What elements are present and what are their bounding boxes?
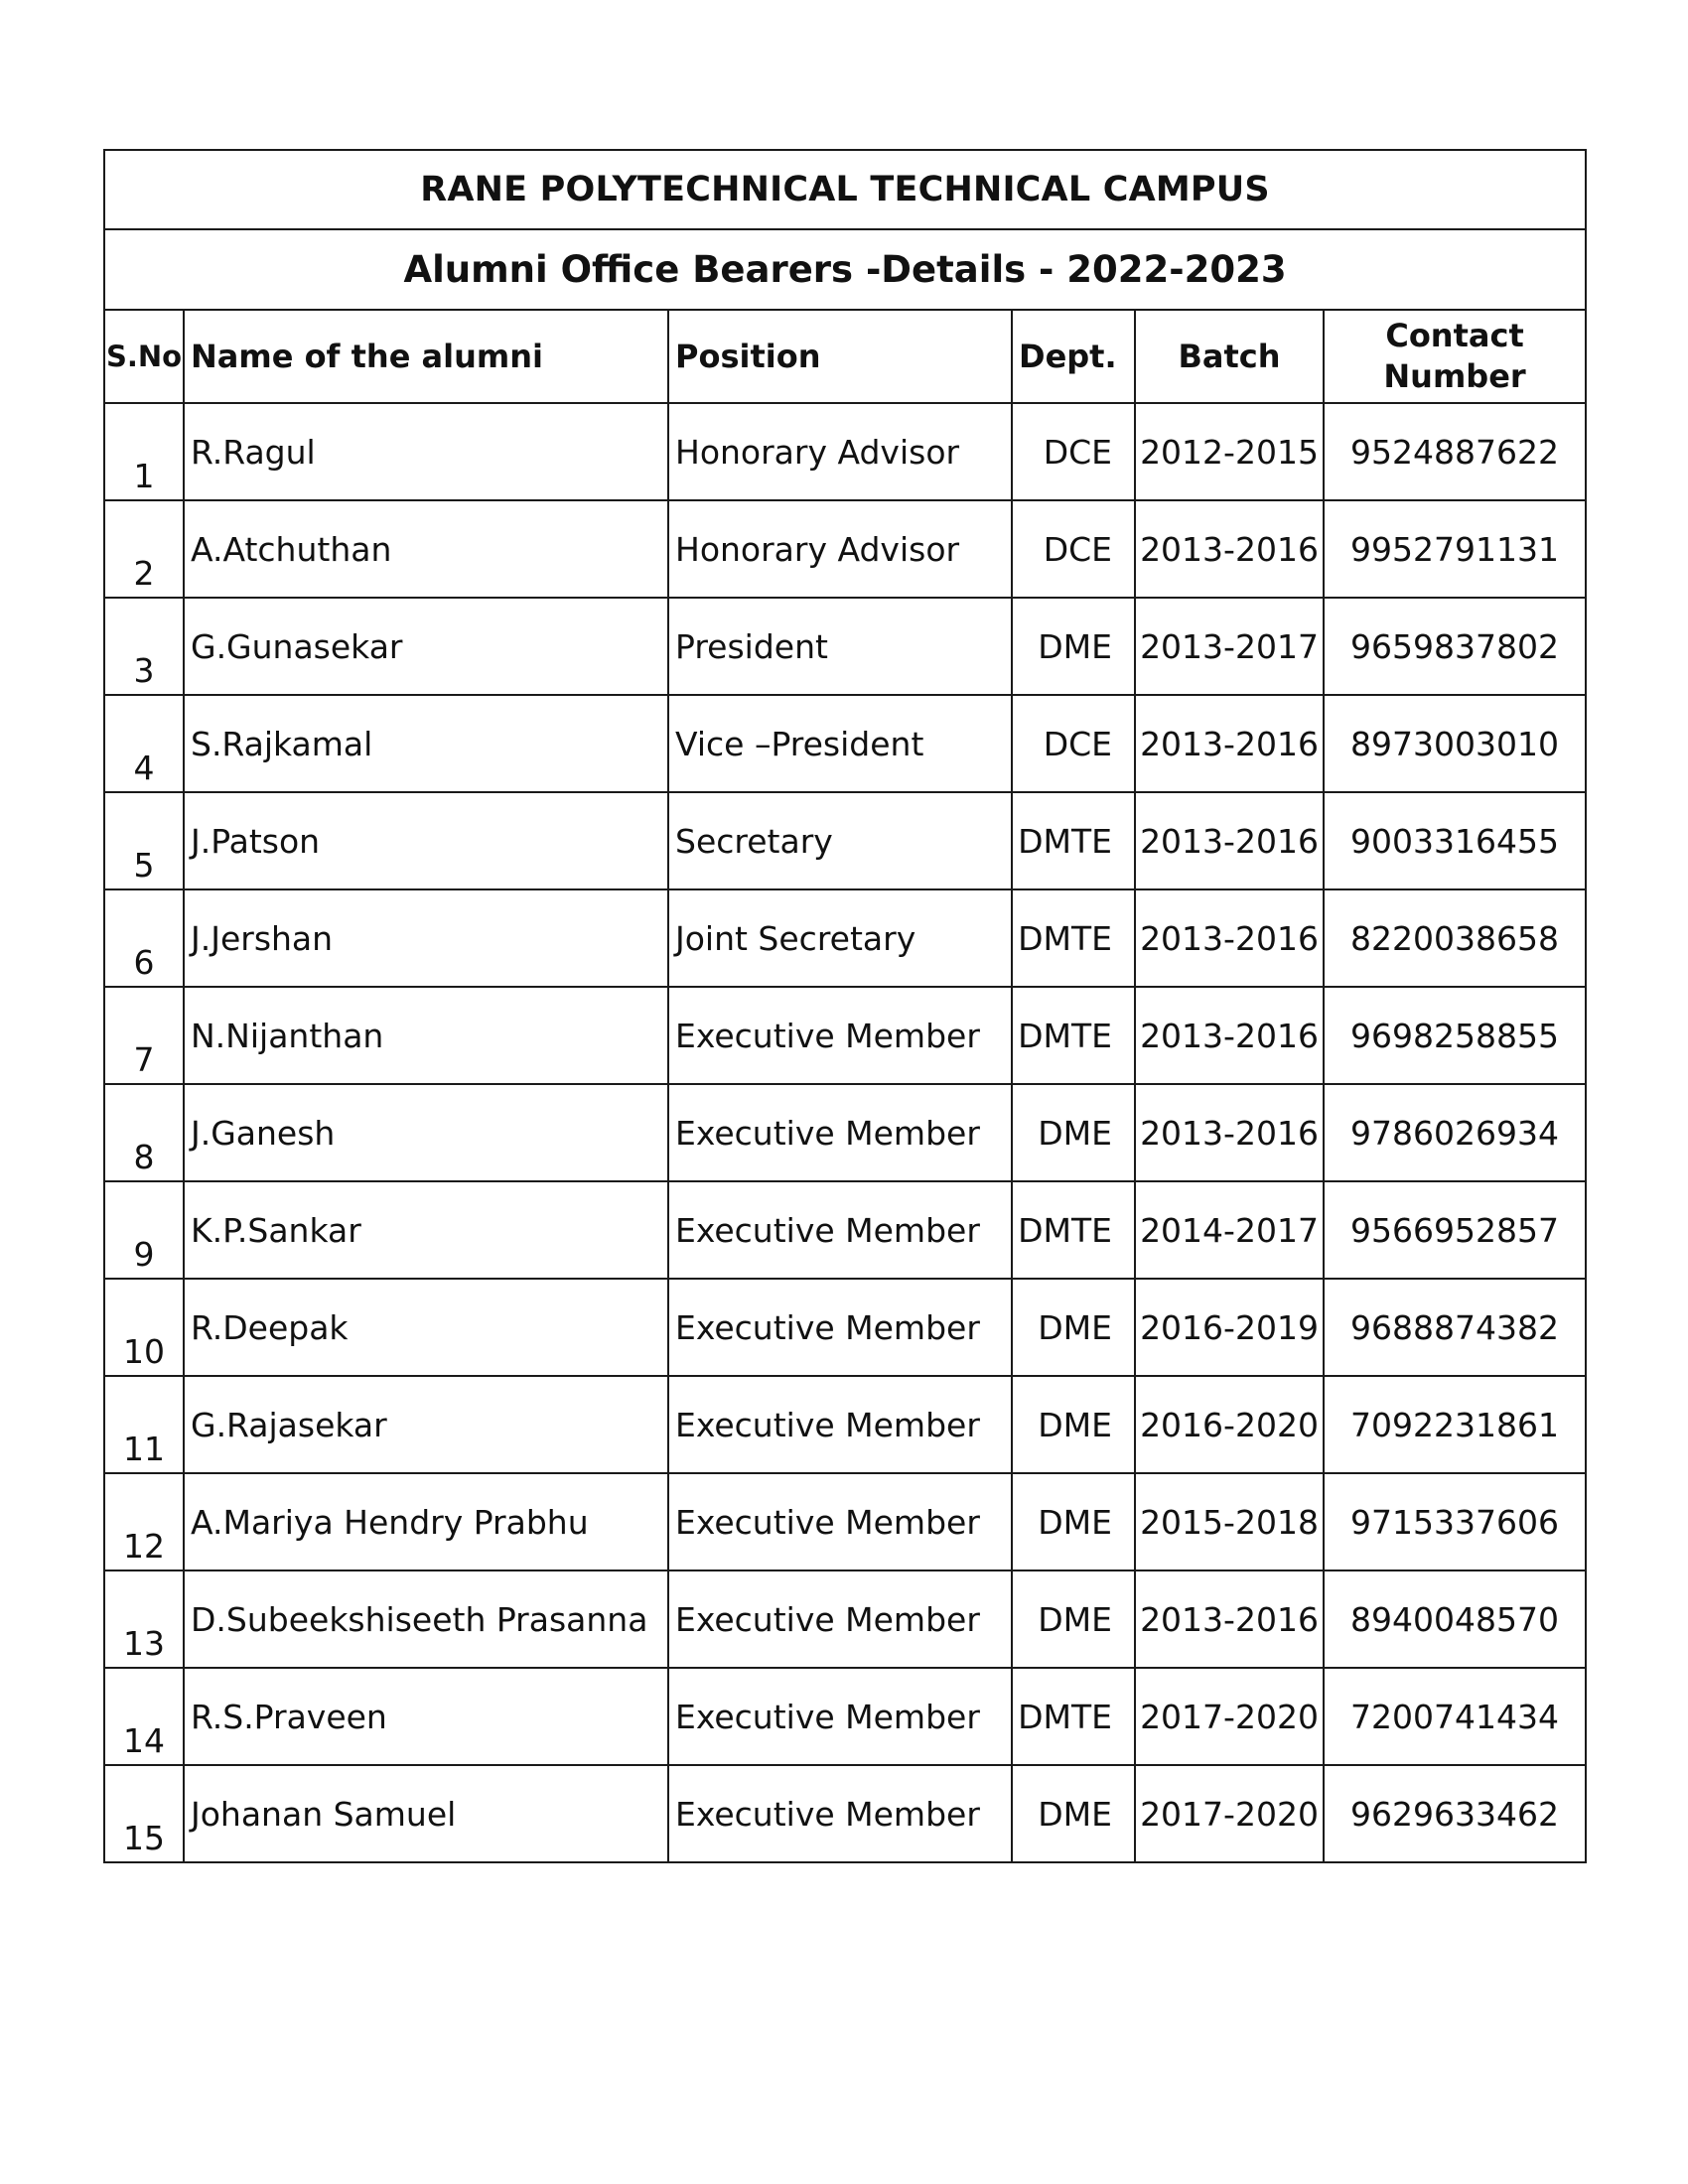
row-sno: 11 xyxy=(104,1376,184,1473)
row-contact: 9952791131 xyxy=(1324,500,1586,598)
row-name: D.Subeekshiseeth Prasanna xyxy=(184,1570,668,1668)
row-dept: DCE xyxy=(1012,695,1135,792)
row-sno: 12 xyxy=(104,1473,184,1570)
row-position: Honorary Advisor xyxy=(668,500,1012,598)
row-contact: 8940048570 xyxy=(1324,1570,1586,1668)
row-contact: 9659837802 xyxy=(1324,598,1586,695)
row-sno: 3 xyxy=(104,598,184,695)
row-batch: 2013-2017 xyxy=(1135,598,1324,695)
header-contact xyxy=(1324,310,1586,403)
table-row xyxy=(104,403,1586,500)
row-batch: 2016-2020 xyxy=(1135,1376,1324,1473)
row-contact: 9629633462 xyxy=(1324,1765,1586,1862)
row-position: Executive Member xyxy=(668,987,1012,1084)
row-position: Secretary xyxy=(668,792,1012,889)
row-batch: 2016-2019 xyxy=(1135,1279,1324,1376)
row-batch: 2013-2016 xyxy=(1135,695,1324,792)
row-dept: DME xyxy=(1012,1765,1135,1862)
row-name: R.Deepak xyxy=(184,1279,668,1376)
row-sno: 8 xyxy=(104,1084,184,1181)
row-position: Vice –President xyxy=(668,695,1012,792)
institution-title: RANE POLYTECHNICAL TECHNICAL CAMPUS xyxy=(104,150,1586,229)
row-position: Executive Member xyxy=(668,1084,1012,1181)
row-batch: 2013-2016 xyxy=(1135,889,1324,987)
row-sno: 7 xyxy=(104,987,184,1084)
row-sno: 13 xyxy=(104,1570,184,1668)
alumni-sheet xyxy=(103,149,1585,1863)
table-row xyxy=(104,695,1586,792)
table-row xyxy=(104,1668,1586,1765)
row-sno: 9 xyxy=(104,1181,184,1279)
table-row xyxy=(104,889,1586,987)
table-row xyxy=(104,1279,1586,1376)
row-batch: 2013-2016 xyxy=(1135,500,1324,598)
row-dept: DME xyxy=(1012,1570,1135,1668)
row-sno: 5 xyxy=(104,792,184,889)
table-header-row xyxy=(104,310,1586,403)
row-batch: 2012-2015 xyxy=(1135,403,1324,500)
row-name: A.Mariya Hendry Prabhu xyxy=(184,1473,668,1570)
row-sno: 2 xyxy=(104,500,184,598)
table-row xyxy=(104,1376,1586,1473)
row-position: Executive Member xyxy=(668,1473,1012,1570)
table-row xyxy=(104,500,1586,598)
row-dept: DME xyxy=(1012,1279,1135,1376)
row-batch: 2015-2018 xyxy=(1135,1473,1324,1570)
row-dept: DMTE xyxy=(1012,1668,1135,1765)
row-batch: 2017-2020 xyxy=(1135,1668,1324,1765)
row-position: Executive Member xyxy=(668,1668,1012,1765)
row-name: J.Ganesh xyxy=(184,1084,668,1181)
row-name: R.S.Praveen xyxy=(184,1668,668,1765)
row-name: Johanan Samuel xyxy=(184,1765,668,1862)
table-row xyxy=(104,1765,1586,1862)
row-position: Executive Member xyxy=(668,1765,1012,1862)
row-dept: DMTE xyxy=(1012,792,1135,889)
table-row xyxy=(104,987,1586,1084)
row-name: N.Nijanthan xyxy=(184,987,668,1084)
table-body xyxy=(104,403,1586,1862)
row-batch: 2013-2016 xyxy=(1135,987,1324,1084)
row-position: Executive Member xyxy=(668,1376,1012,1473)
row-dept: DCE xyxy=(1012,500,1135,598)
row-sno: 14 xyxy=(104,1668,184,1765)
row-contact: 9786026934 xyxy=(1324,1084,1586,1181)
row-contact: 9524887622 xyxy=(1324,403,1586,500)
row-position: Executive Member xyxy=(668,1570,1012,1668)
header-position: Position xyxy=(668,310,1012,403)
table-row xyxy=(104,598,1586,695)
header-contact-line1: Contact xyxy=(1385,317,1524,354)
row-sno: 15 xyxy=(104,1765,184,1862)
header-dept: Dept. xyxy=(1012,310,1135,403)
row-contact: 7092231861 xyxy=(1324,1376,1586,1473)
row-sno: 1 xyxy=(104,403,184,500)
row-name: J.Patson xyxy=(184,792,668,889)
row-contact: 8973003010 xyxy=(1324,695,1586,792)
row-batch: 2014-2017 xyxy=(1135,1181,1324,1279)
table-row xyxy=(104,1181,1586,1279)
row-position: Executive Member xyxy=(668,1279,1012,1376)
row-dept: DMTE xyxy=(1012,987,1135,1084)
row-name: G.Rajasekar xyxy=(184,1376,668,1473)
row-contact: 9688874382 xyxy=(1324,1279,1586,1376)
row-contact: 9698258855 xyxy=(1324,987,1586,1084)
row-contact: 9003316455 xyxy=(1324,792,1586,889)
table-row xyxy=(104,1084,1586,1181)
row-position: President xyxy=(668,598,1012,695)
row-name: R.Ragul xyxy=(184,403,668,500)
row-dept: DMTE xyxy=(1012,1181,1135,1279)
document-subtitle: Alumni Office Bearers -Details - 2022-2023 xyxy=(104,229,1586,310)
row-name: K.P.Sankar xyxy=(184,1181,668,1279)
header-contact-line2: Number xyxy=(1383,357,1526,395)
row-contact: 7200741434 xyxy=(1324,1668,1586,1765)
row-batch: 2017-2020 xyxy=(1135,1765,1324,1862)
row-sno: 10 xyxy=(104,1279,184,1376)
row-dept: DME xyxy=(1012,1084,1135,1181)
row-dept: DMTE xyxy=(1012,889,1135,987)
table-row xyxy=(104,1570,1586,1668)
row-batch: 2013-2016 xyxy=(1135,1570,1324,1668)
row-position: Joint Secretary xyxy=(668,889,1012,987)
row-name: S.Rajkamal xyxy=(184,695,668,792)
alumni-table xyxy=(103,149,1587,1863)
header-name: Name of the alumni xyxy=(184,310,668,403)
row-sno: 6 xyxy=(104,889,184,987)
row-name: J.Jershan xyxy=(184,889,668,987)
row-dept: DME xyxy=(1012,1473,1135,1570)
row-batch: 2013-2016 xyxy=(1135,1084,1324,1181)
row-contact: 9566952857 xyxy=(1324,1181,1586,1279)
header-sno: S.No xyxy=(104,310,184,403)
row-contact: 8220038658 xyxy=(1324,889,1586,987)
row-dept: DCE xyxy=(1012,403,1135,500)
row-sno: 4 xyxy=(104,695,184,792)
row-position: Executive Member xyxy=(668,1181,1012,1279)
row-batch: 2013-2016 xyxy=(1135,792,1324,889)
header-batch: Batch xyxy=(1135,310,1324,403)
row-name: G.Gunasekar xyxy=(184,598,668,695)
table-row xyxy=(104,1473,1586,1570)
row-contact: 9715337606 xyxy=(1324,1473,1586,1570)
row-dept: DME xyxy=(1012,598,1135,695)
row-name: A.Atchuthan xyxy=(184,500,668,598)
row-position: Honorary Advisor xyxy=(668,403,1012,500)
table-row xyxy=(104,792,1586,889)
row-dept: DME xyxy=(1012,1376,1135,1473)
